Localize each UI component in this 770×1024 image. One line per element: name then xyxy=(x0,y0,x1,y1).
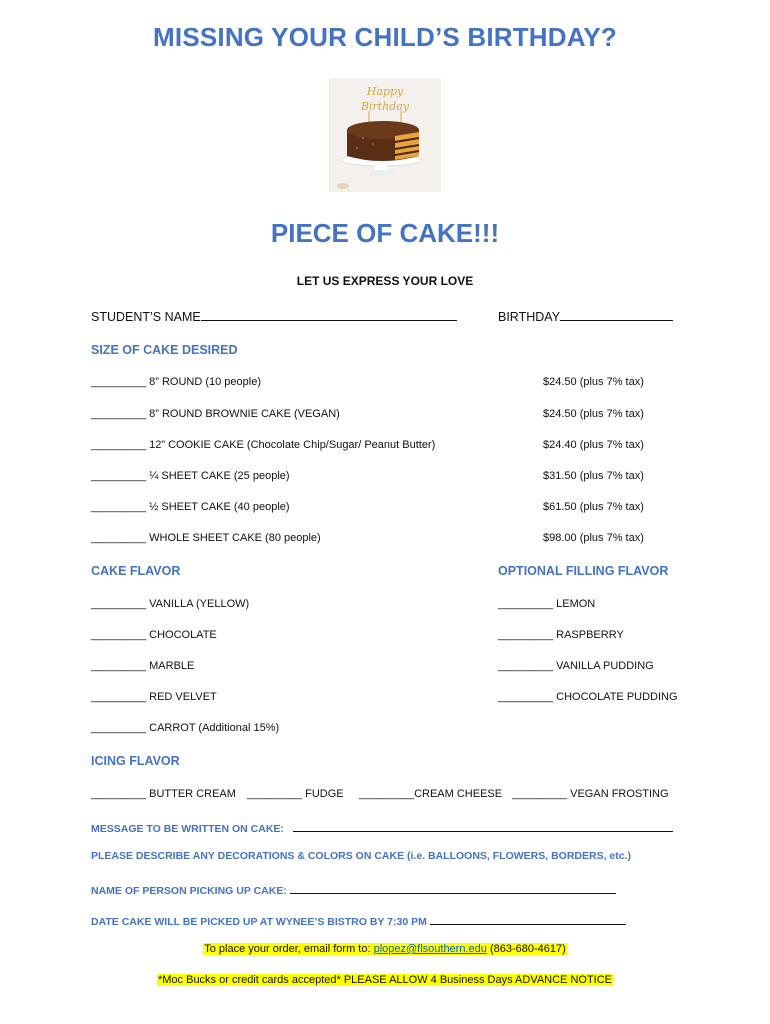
birthday-label: BIRTHDAY xyxy=(498,310,561,324)
message-line[interactable] xyxy=(293,819,673,832)
message-label: MESSAGE TO BE WRITTEN ON CAKE: xyxy=(91,823,284,835)
size-section-heading: SIZE OF CAKE DESIRED xyxy=(91,343,238,357)
size-blank[interactable]: _________ xyxy=(91,376,147,388)
filling-blank[interactable]: _________ xyxy=(498,598,554,610)
filling-blank[interactable]: _________ xyxy=(498,660,554,672)
icing-option-row[interactable] xyxy=(91,788,236,800)
icing-blank[interactable]: _________ xyxy=(512,788,568,800)
size-option-label: ½ SHEET CAKE (40 people) xyxy=(149,501,290,513)
filling-option-row[interactable] xyxy=(498,660,654,672)
payment-note xyxy=(0,974,770,986)
icing-blank[interactable]: _________ xyxy=(247,788,303,800)
payment-note-text: *Moc Bucks or credit cards accepted* PLEASE ALLOW 4 Business Days ADVANCE NOTICE xyxy=(157,974,613,986)
icing-option-label: BUTTER CREAM xyxy=(149,788,236,800)
icing-option-label: CREAM CHEESE xyxy=(414,788,503,800)
flavor-option-label: RED VELVET xyxy=(149,691,217,703)
flavor-blank[interactable]: _________ xyxy=(91,660,147,672)
flavor-blank[interactable]: _________ xyxy=(91,598,147,610)
student-name-line[interactable] xyxy=(201,308,457,321)
student-name-label: STUDENT’S NAME xyxy=(91,310,201,324)
pickup-date-field[interactable] xyxy=(91,912,626,928)
flavor-option-row[interactable] xyxy=(91,629,217,641)
filling-option-label: RASPBERRY xyxy=(556,629,624,641)
flavor-option-label: VANILLA (YELLOW) xyxy=(149,598,250,610)
flavor-option-label: CHOCOLATE xyxy=(149,629,217,641)
size-blank[interactable]: _________ xyxy=(91,439,147,451)
size-blank[interactable]: _________ xyxy=(91,532,147,544)
size-blank[interactable]: _________ xyxy=(91,501,147,513)
birthday-cake-image xyxy=(329,78,441,192)
cake-topper-text: Happy xyxy=(366,85,404,98)
filling-option-label: LEMON xyxy=(556,598,596,610)
message-field[interactable] xyxy=(91,819,673,835)
size-blank[interactable]: _________ xyxy=(91,408,147,420)
page-title: MISSING YOUR CHILD’S BIRTHDAY? xyxy=(153,22,617,52)
size-option-label: 8” ROUND BROWNIE CAKE (VEGAN) xyxy=(149,408,340,420)
size-option-row[interactable] xyxy=(91,501,290,513)
pickup-date-label: DATE CAKE WILL BE PICKED UP AT WYNEE’S BISTRO BY 7:30 PM xyxy=(91,916,427,928)
icing-option-label: VEGAN FROSTING xyxy=(570,788,669,800)
size-option-row[interactable] xyxy=(91,376,261,388)
filling-option-row[interactable] xyxy=(498,691,678,703)
page-subtitle: PIECE OF CAKE!!! xyxy=(270,218,500,248)
icing-blank[interactable]: _________ xyxy=(91,788,147,800)
flavor-blank[interactable]: _________ xyxy=(91,629,147,641)
filling-flavor-heading: OPTIONAL FILLING FLAVOR xyxy=(498,564,669,578)
student-name-field[interactable] xyxy=(91,308,457,324)
flavor-blank[interactable]: _________ xyxy=(91,722,147,734)
flavor-option-row[interactable] xyxy=(91,660,194,672)
size-option-row[interactable] xyxy=(91,439,435,451)
order-instructions xyxy=(0,943,770,955)
size-option-label: 8” ROUND (10 people) xyxy=(149,376,261,388)
filling-option-row[interactable] xyxy=(498,629,624,641)
birthday-field[interactable] xyxy=(498,308,673,324)
size-option-row[interactable] xyxy=(91,408,340,420)
filling-blank[interactable]: _________ xyxy=(498,629,554,641)
pickup-person-field[interactable] xyxy=(91,881,616,897)
flavor-option-row[interactable] xyxy=(91,598,249,610)
tagline: LET US EXPRESS YOUR LOVE xyxy=(296,274,474,288)
pickup-date-line[interactable] xyxy=(430,912,626,925)
phone-number: (863-680-4617) xyxy=(486,943,566,955)
icing-option-row[interactable] xyxy=(512,788,669,800)
icing-option-row[interactable] xyxy=(247,788,344,800)
icing-option-row[interactable] xyxy=(359,788,502,800)
size-option-label: 12” COOKIE CAKE (Chocolate Chip/Sugar/ Peanut Butter) xyxy=(149,439,436,451)
filling-blank[interactable]: _________ xyxy=(498,691,554,703)
filling-option-row[interactable] xyxy=(498,598,595,610)
order-prefix: To place your order, email form to: xyxy=(204,943,374,955)
flavor-option-label: CARROT (Additional 15%) xyxy=(149,722,280,734)
size-blank[interactable]: _________ xyxy=(91,470,147,482)
size-option-price: $24.40 (plus 7% tax) xyxy=(543,439,644,451)
pickup-person-label: NAME OF PERSON PICKING UP CAKE: xyxy=(91,885,287,897)
flavor-option-label: MARBLE xyxy=(149,660,195,672)
flavor-blank[interactable]: _________ xyxy=(91,691,147,703)
flavor-option-row[interactable] xyxy=(91,722,279,734)
flavor-option-row[interactable] xyxy=(91,691,217,703)
cake-illustration xyxy=(329,78,441,192)
size-option-label: ¼ SHEET CAKE (25 people) xyxy=(149,470,290,482)
filling-option-label: VANILLA PUDDING xyxy=(556,660,654,672)
svg-text:Birthday: Birthday xyxy=(360,100,410,113)
filling-option-label: CHOCOLATE PUDDING xyxy=(556,691,678,703)
size-option-price: $24.50 (plus 7% tax) xyxy=(543,376,644,388)
size-option-price: $61.50 (plus 7% tax) xyxy=(543,501,644,513)
order-highlight xyxy=(203,943,567,955)
icing-option-label: FUDGE xyxy=(305,788,344,800)
decorations-label: PLEASE DESCRIBE ANY DECORATIONS & COLORS ON CAKE (i.e. BALLOONS, FLOWERS, BORDERS, etc.) xyxy=(91,850,632,862)
pickup-person-line[interactable] xyxy=(290,881,616,894)
size-option-price: $31.50 (plus 7% tax) xyxy=(543,470,644,482)
email-link[interactable]: plopez@flsouthern.edu xyxy=(373,943,487,955)
size-option-price: $98.00 (plus 7% tax) xyxy=(543,532,644,544)
size-option-row[interactable] xyxy=(91,470,290,482)
size-option-label: WHOLE SHEET CAKE (80 people) xyxy=(149,532,321,544)
cake-flavor-heading: CAKE FLAVOR xyxy=(91,564,181,578)
size-option-row[interactable] xyxy=(91,532,321,544)
birthday-line[interactable] xyxy=(560,308,673,321)
icing-flavor-heading: ICING FLAVOR xyxy=(91,754,180,768)
size-option-price: $24.50 (plus 7% tax) xyxy=(543,408,644,420)
icing-blank[interactable]: _________ xyxy=(359,788,415,800)
